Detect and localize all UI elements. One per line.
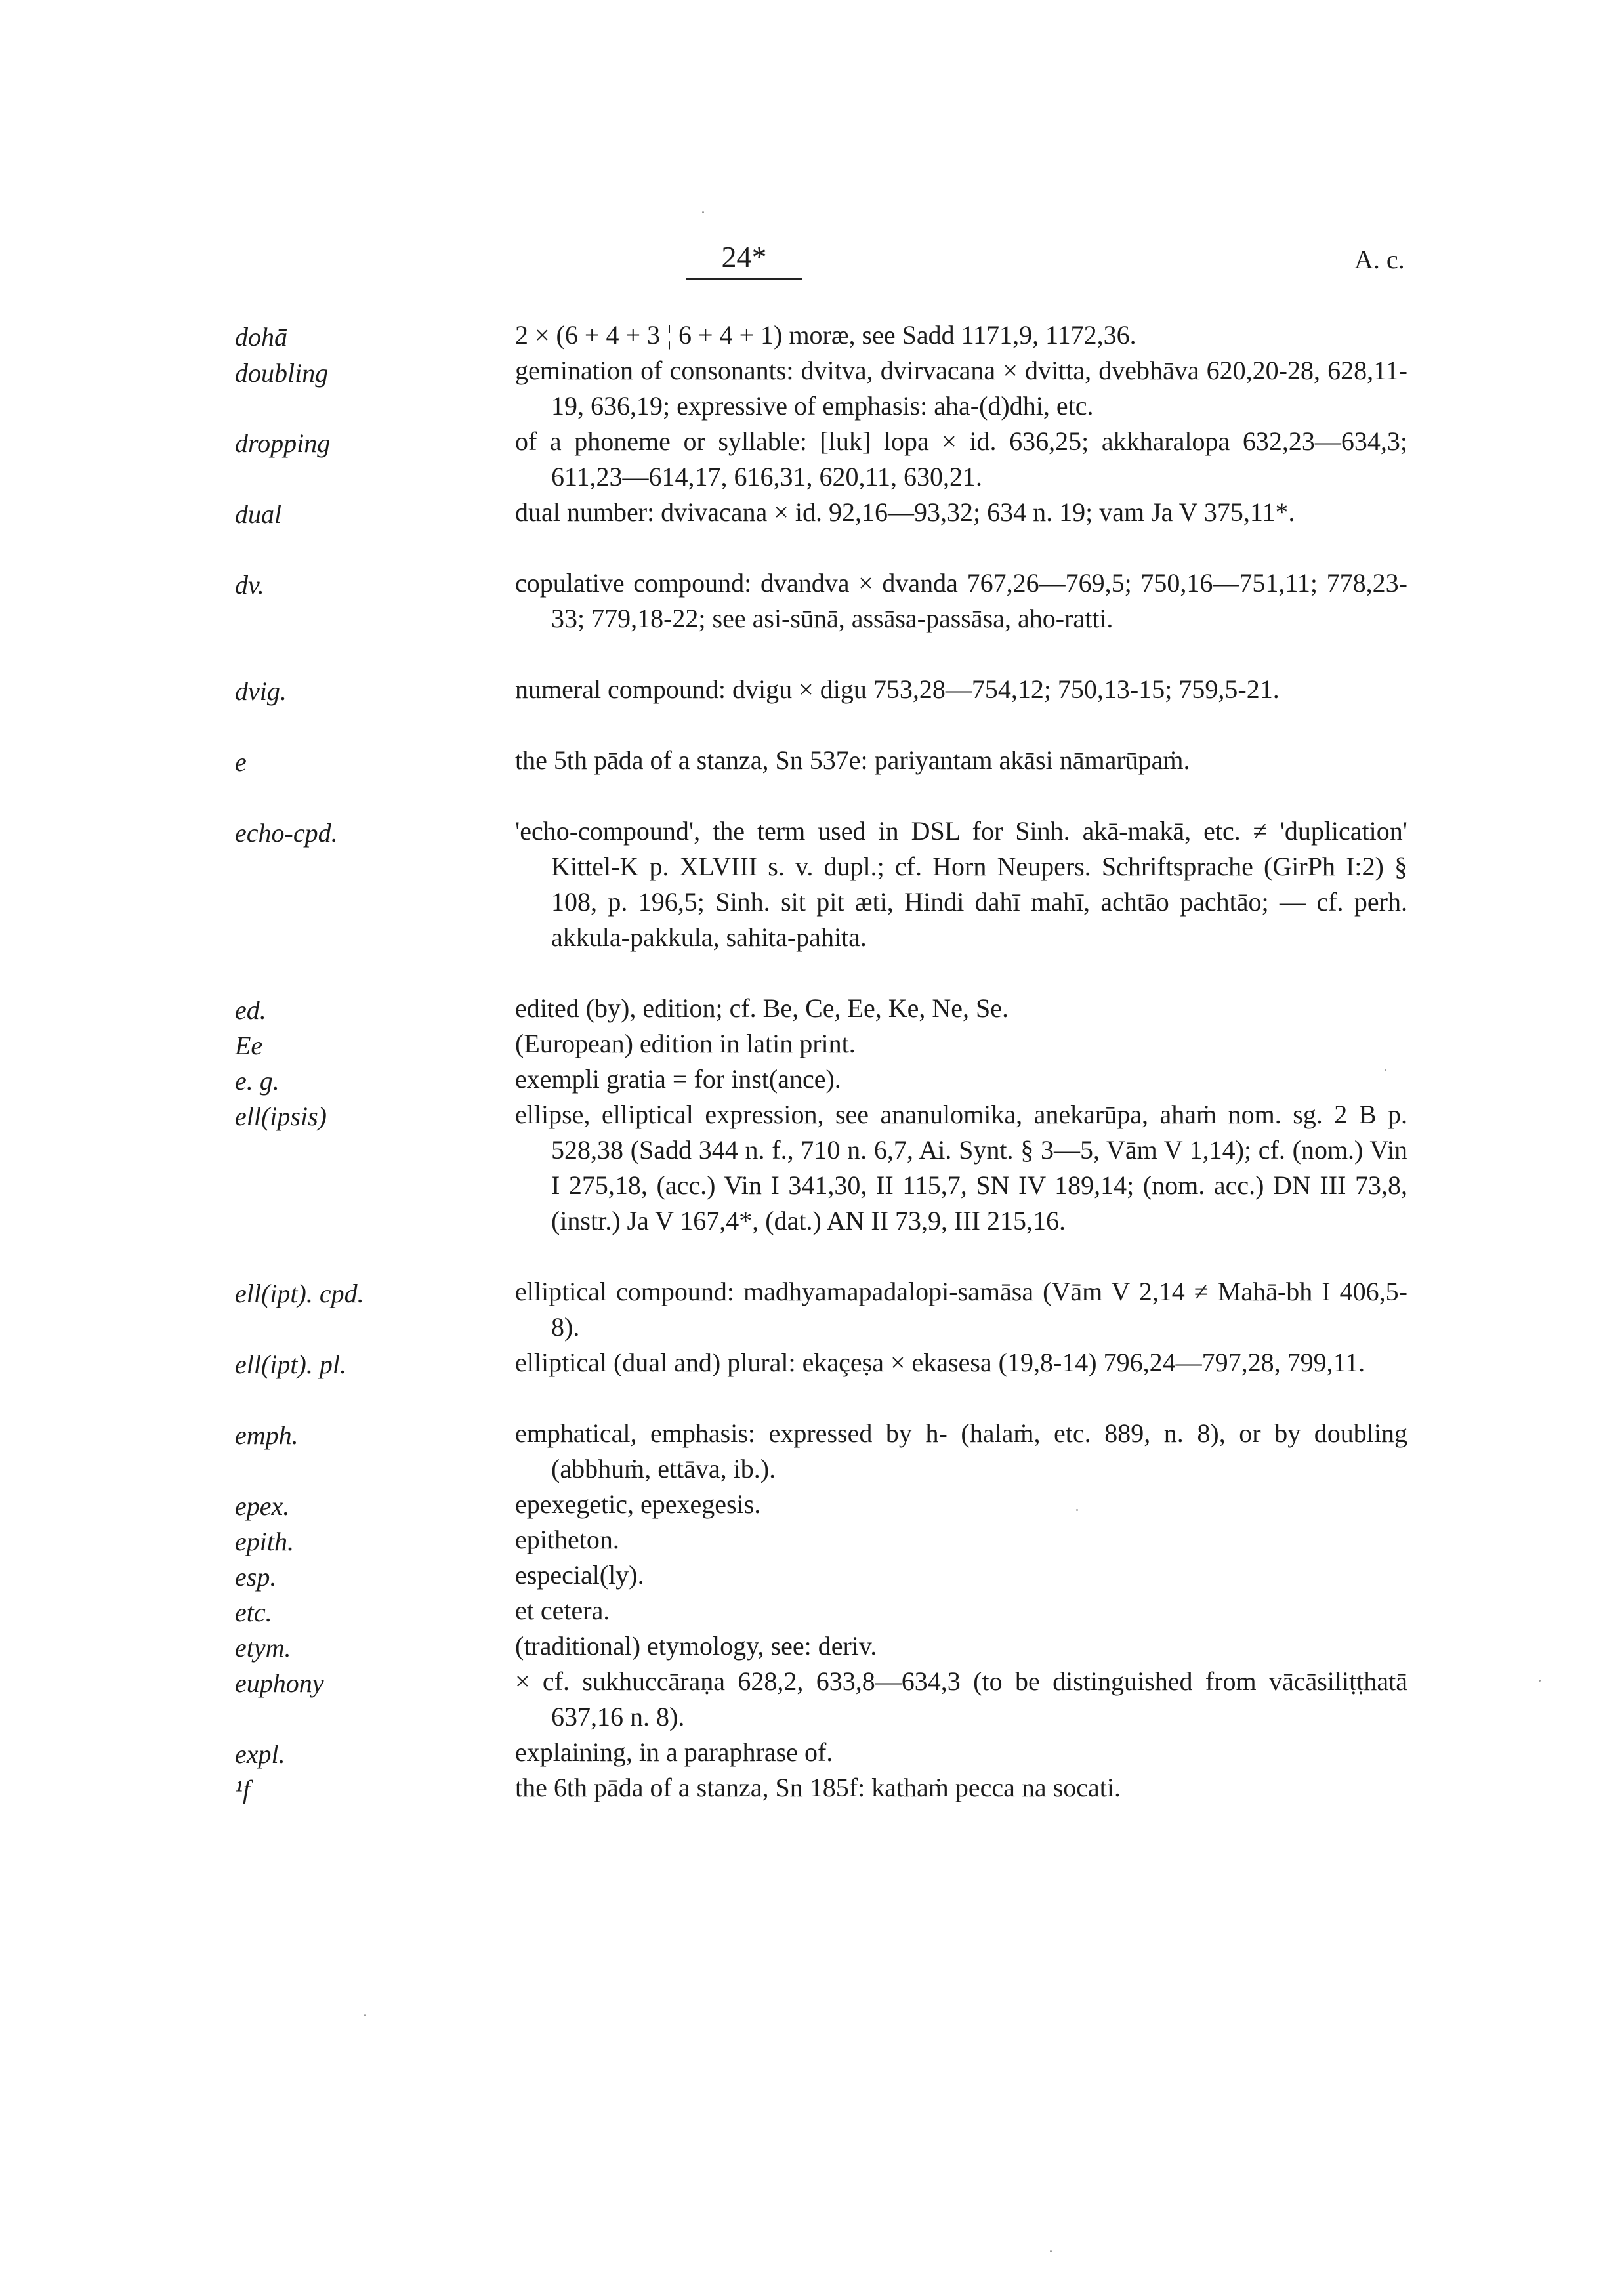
entry-term: dvig.	[235, 676, 287, 706]
entry-definition: epexegetic, epexegesis.	[515, 1489, 761, 1519]
entry-definition: exempli gratia = for inst(ance).	[515, 1064, 841, 1094]
entry-definition: especial(ly).	[515, 1560, 644, 1590]
page-number: 24*	[686, 239, 802, 280]
entry-definition: epitheton.	[515, 1525, 619, 1554]
scan-speck	[1385, 1069, 1386, 1071]
entry-term: esp.	[235, 1562, 277, 1592]
entry-term: dropping	[235, 428, 331, 458]
entry-definition: copulative compound: dvandva × dvanda 767,26—769,5; 750,16—751,11; 778,23-33; 779,18-22; see asi-sūnā, assāsa-passāsa, aho-ratti.	[515, 568, 1407, 633]
scan-speck	[1050, 2250, 1052, 2252]
scan-speck	[364, 2014, 366, 2016]
entry-term: ¹f	[235, 1775, 251, 1804]
entry-definition: emphatical, emphasis: expressed by h- (halaṁ, etc. 889, n. 8), or by doubling (abbhuṁ, ettāva, ib.).	[515, 1418, 1407, 1483]
entry-definition: the 5th pāda of a stanza, Sn 537e: pariyantam akāsi nāmarūpaṁ.	[515, 745, 1190, 775]
entry-term: e. g.	[235, 1066, 280, 1096]
scan-speck	[1539, 1680, 1541, 1682]
entry-definition: (traditional) etymology, see: deriv.	[515, 1631, 877, 1661]
entry-term: dv.	[235, 570, 264, 600]
entry-definition: elliptical (dual and) plural: ekaçeṣa × ekasesa (19,8-14) 796,24—797,28, 799,11.	[515, 1348, 1365, 1377]
entry-term: etc.	[235, 1598, 272, 1627]
entry-term: euphony	[235, 1668, 324, 1698]
entry-definition: edited (by), edition; cf. Be, Ce, Ee, Ke, Ne, Se.	[515, 993, 1009, 1023]
entry-term: emph.	[235, 1420, 299, 1450]
section-label: A. c.	[1354, 245, 1405, 274]
entry-term: epex.	[235, 1491, 290, 1521]
entry-term: ell(ipt). pl.	[235, 1350, 346, 1379]
entry-term: dual	[235, 499, 282, 529]
scan-speck	[1076, 1509, 1078, 1511]
entry-definition: × cf. sukhuccāraṇa 628,2, 633,8—634,3 (to be distinguished from vācāsiliṭṭhatā 637,16 n. 8).	[515, 1666, 1407, 1731]
entry-definition: (European) edition in latin print.	[515, 1029, 856, 1058]
entry-term: doubling	[235, 358, 329, 388]
entry-definition: of a phoneme or syllable: [luk] lopa × id. 636,25; akkharalopa 632,23—634,3; 611,23—614,17, 616,31, 620,11, 630,21.	[515, 426, 1407, 491]
entry-definition: gemination of consonants: dvitva, dvirvacana × dvitta, dvebhāva 620,20-28, 628,11-19, 636,19; expressive of emphasis: aha-(d)dhi, etc.	[515, 356, 1407, 421]
entry-definition: 2 × (6 + 4 + 3 ¦ 6 + 4 + 1) moræ, see Sadd 1171,9, 1172,36.	[515, 320, 1136, 350]
entry-term: epith.	[235, 1527, 294, 1556]
entry-definition: explaining, in a paraphrase of.	[515, 1737, 833, 1767]
entry-term: ell(ipt). cpd.	[235, 1279, 364, 1308]
entry-term: ed.	[235, 995, 266, 1025]
entry-term: echo-cpd.	[235, 818, 338, 848]
entry-term: ell(ipsis)	[235, 1102, 327, 1131]
entry-definition: 'echo-compound', the term used in DSL for Sinh. akā-makā, etc. ≠ 'duplication' Kittel-K p. XLVIII s. v. dupl.; cf. Horn Neupers. Schriftsprache (GirPh I:2) § 108, p. 196,5; Sinh. sit pit æti, Hindi dahī mahī, achtāo pachtāo; — cf. perh. akkula-pakkula, sahita-pahita.	[515, 816, 1407, 952]
entry-term: expl.	[235, 1739, 285, 1769]
entry-definition: elliptical compound: madhyamapadalopi-samāsa (Vām V 2,14 ≠ Mahā-bh I 406,5-8).	[515, 1277, 1407, 1342]
entry-definition: dual number: dvivacana × id. 92,16—93,32; 634 n. 19; vam Ja V 375,11*.	[515, 497, 1295, 527]
entry-definition: the 6th pāda of a stanza, Sn 185f: kathaṁ pecca na socati.	[515, 1773, 1121, 1802]
entry-term: e	[235, 747, 247, 777]
entry-definition: numeral compound: dvigu × digu 753,28—754,12; 750,13-15; 759,5-21.	[515, 674, 1280, 704]
scan-speck	[702, 211, 704, 213]
entry-term: dohā	[235, 322, 287, 352]
entry-term: Ee	[235, 1031, 263, 1060]
entry-term: etym.	[235, 1633, 291, 1663]
entry-definition: et cetera.	[515, 1596, 610, 1625]
entry-definition: ellipse, elliptical expression, see ananulomika, anekarūpa, ahaṁ nom. sg. 2 B p. 528,38 (Sadd 344 n. f., 710 n. 6,7, Ai. Synt. § 3—5, Vām V 1,14); cf. (nom.) Vin I 275,18, (acc.) Vin I 341,30, II 115,7, SN IV 189,14; (nom. acc.) DN III 73,8, (instr.) Ja V 167,4*, (dat.) AN II 73,9, III 215,16.	[515, 1100, 1407, 1235]
